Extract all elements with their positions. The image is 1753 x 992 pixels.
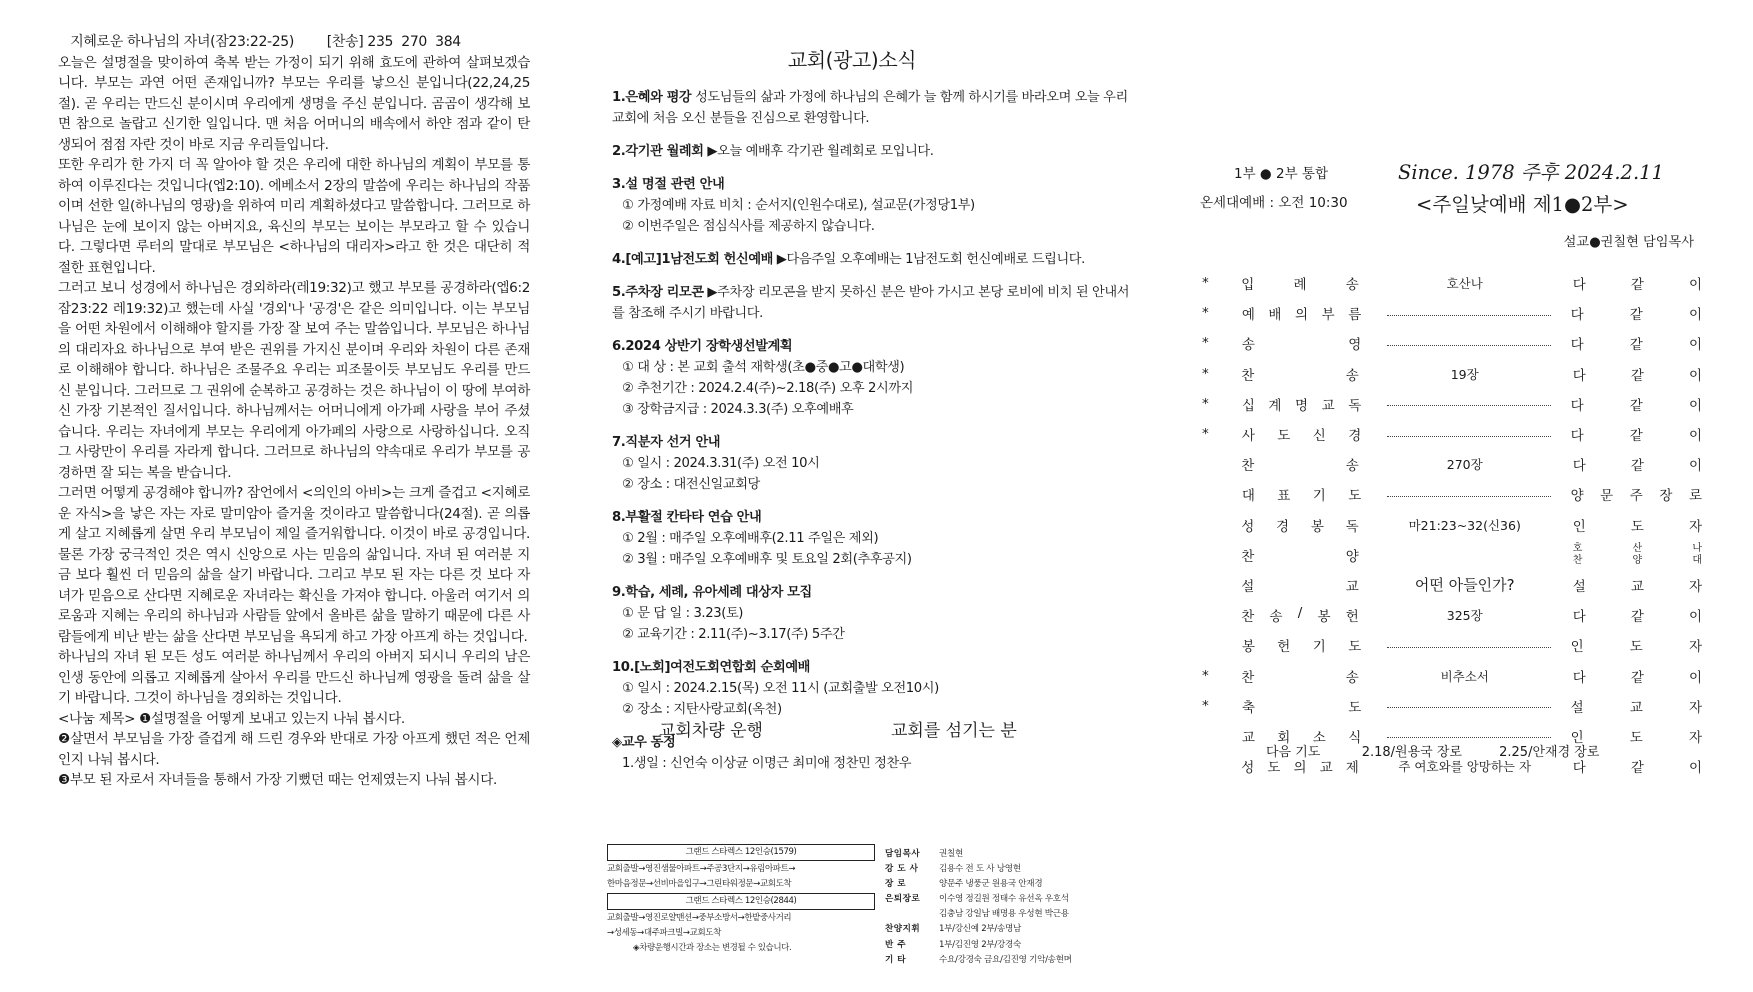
standing-mark: * xyxy=(1202,667,1209,684)
order-row xyxy=(1202,449,1702,479)
server-role: 강 도 사 xyxy=(885,864,919,875)
leader-char: 자 xyxy=(1688,729,1702,746)
vehicles-title: 교회차량 운행 xyxy=(659,721,763,741)
order-item-name-char: 도 xyxy=(1348,699,1362,716)
news-subitem: ③ 장학금지급 : 2024.3.3(주) 오후예배후 xyxy=(622,402,854,417)
server-row xyxy=(885,907,1145,922)
news-heading: 8.부활절 칸타타 연습 안내 xyxy=(612,510,762,525)
order-item-content: 270장 xyxy=(1446,457,1483,473)
leader-char: 자 xyxy=(1688,578,1702,595)
leader-char: 호 xyxy=(1572,542,1583,554)
news-item xyxy=(612,249,1132,270)
server-row xyxy=(885,938,1145,953)
news-item xyxy=(612,507,1132,570)
news-subitem: ① 일시 : 2024.3.31(주) 오전 10시 xyxy=(622,456,820,471)
news-heading: 10.[노회]여전도회연합회 순회예배 xyxy=(612,660,811,675)
news-item xyxy=(612,582,1132,645)
dotted-leader xyxy=(1387,496,1550,497)
leader-char: 다 xyxy=(1572,609,1586,626)
leader-char: 이 xyxy=(1688,367,1702,384)
order-row xyxy=(1202,268,1702,298)
order-item-name-char: 교 xyxy=(1241,729,1255,746)
order-item-leader xyxy=(1571,303,1702,323)
order-item-name-char: 도 xyxy=(1277,428,1291,445)
news-text: ▶다음주일 오후예배는 1남전도회 헌신예배로 드립니다. xyxy=(773,252,1085,267)
vehicle-route: 교회출발→영진샘물아파트→주공3단지→유림아파트→ xyxy=(607,864,796,874)
leader-char: 자 xyxy=(1688,639,1702,656)
leader-char: 이 xyxy=(1688,760,1702,777)
order-item-content: 어떤 아들인가? xyxy=(1414,576,1515,595)
order-item-name-char: 표 xyxy=(1277,488,1291,505)
order-item-name-char: 헌 xyxy=(1345,609,1359,626)
leader-char: 다 xyxy=(1572,669,1586,686)
order-item-name-char: 송 xyxy=(1269,609,1283,626)
order-item-name-char: 송 xyxy=(1345,458,1359,475)
order-item-name-char: 헌 xyxy=(1277,639,1291,656)
standing-mark: * xyxy=(1202,335,1209,352)
order-item-name-char: 송 xyxy=(1345,277,1359,294)
order-item-name-char: 축 xyxy=(1241,699,1255,716)
order-item-name-char: 신 xyxy=(1312,428,1326,445)
leader-char: 다 xyxy=(1570,307,1584,324)
news-heading: 5.주차장 리모콘 xyxy=(612,285,704,300)
order-item-name-char: 소 xyxy=(1312,729,1326,746)
order-item-name-char: 의 xyxy=(1295,307,1309,324)
order-item-leader xyxy=(1571,635,1702,655)
order-item-name-char: 부 xyxy=(1321,307,1335,324)
dotted-leader xyxy=(1387,315,1550,316)
leader-char: 자 xyxy=(1688,518,1702,535)
news-line xyxy=(612,249,1132,270)
leader-char: 다 xyxy=(1570,337,1584,354)
news-line xyxy=(612,582,1132,603)
server-row xyxy=(885,922,1145,937)
order-item-leader xyxy=(1573,605,1702,625)
news-column xyxy=(612,44,1132,786)
standing-mark: * xyxy=(1202,426,1209,443)
leader-char: 찬 xyxy=(1572,554,1583,566)
order-item-name-char: 십 xyxy=(1241,397,1255,414)
order-item-name-char: 기 xyxy=(1312,488,1326,505)
order-item-name xyxy=(1241,454,1359,474)
leader-char: 교 xyxy=(1630,578,1644,595)
order-item-name-char: 름 xyxy=(1348,307,1362,324)
order-item-name-char: 사 xyxy=(1241,428,1255,445)
vehicle-route: →성세동→대주파크빌→교회도착 xyxy=(607,928,721,938)
leader-char: 도 xyxy=(1629,639,1643,656)
leader-char: 문 xyxy=(1600,488,1614,505)
order-item-name-char: 식 xyxy=(1348,729,1362,746)
preacher: 설교●권칠현 담임목사 xyxy=(1563,235,1694,250)
order-item-content: 325장 xyxy=(1446,608,1483,624)
order-item-content: 비추소서 xyxy=(1440,668,1489,684)
news-item xyxy=(612,174,1132,237)
order-item-name-char: 도 xyxy=(1267,760,1281,777)
order-item-name-char: 찬 xyxy=(1241,548,1255,565)
servers-box xyxy=(885,847,1145,968)
news-item xyxy=(612,657,1132,720)
news-list xyxy=(612,87,1132,774)
leader-char: 로 xyxy=(1688,488,1702,505)
order-item-name-char: 도 xyxy=(1348,488,1362,505)
order-item-leader xyxy=(1573,515,1702,535)
news-heading: 7.직분자 선거 안내 xyxy=(612,435,721,450)
vehicle-name: 그랜드 스타렉스 12인승(2844) xyxy=(607,893,875,910)
dotted-leader xyxy=(1387,405,1550,406)
order-item-name-char: 교 xyxy=(1321,397,1335,414)
order-item-name-char: 배 xyxy=(1268,307,1282,324)
order-item-name-char: 송 xyxy=(1345,669,1359,686)
news-line xyxy=(612,87,1132,129)
order-item-leader xyxy=(1571,484,1702,504)
leader-char: 나 xyxy=(1692,542,1702,554)
order-item-name-char: 송 xyxy=(1345,367,1359,384)
news-item xyxy=(612,432,1132,495)
leader-char: 같 xyxy=(1630,277,1644,294)
leader-char: 이 xyxy=(1688,458,1702,475)
news-subitem: ② 교육기간 : 2.11(주)~3.17(주) 5주간 xyxy=(622,627,845,642)
news-subitem: ① 일시 : 2024.2.15(목) 오전 11시 (교회출발 오전10시) xyxy=(622,681,939,696)
leader-char: 같 xyxy=(1629,337,1643,354)
order-item-name xyxy=(1242,696,1361,716)
leader-char: 같 xyxy=(1630,669,1644,686)
dotted-leader xyxy=(1387,436,1550,437)
news-heading: 9.학습, 세례, 유아세례 대상자 모집 xyxy=(612,585,812,600)
order-item-name-char: 봉 xyxy=(1310,518,1324,535)
order-item-name-char: 경 xyxy=(1276,518,1290,535)
news-line xyxy=(612,336,1132,357)
order-item-content: 호산나 xyxy=(1446,276,1483,292)
bulletin-header xyxy=(1398,157,1698,221)
order-item-name xyxy=(1241,666,1359,686)
leader-char: 인 xyxy=(1570,729,1584,746)
news-subitem: ① 2월 : 매주일 오후예배후(2.11 주일은 제외) xyxy=(622,531,879,546)
order-item-name xyxy=(1242,635,1361,655)
leader-char: 이 xyxy=(1688,428,1702,445)
news-item xyxy=(612,282,1132,324)
server-role: 반 주 xyxy=(885,939,907,950)
dotted-leader xyxy=(1387,345,1550,346)
server-names: 1부/김진영 2부/강경숙 xyxy=(939,939,1021,950)
standing-mark: * xyxy=(1202,275,1209,292)
order-item-name xyxy=(1242,303,1361,323)
order-row xyxy=(1202,510,1702,540)
server-role xyxy=(885,907,939,922)
news-subitem: ② 장소 : 지탄사랑교회(옥천) xyxy=(622,702,782,717)
order-item-name xyxy=(1242,484,1361,504)
next-prayer: 다음 기도 2.18/원용국 장로 2.25/안재경 장로 xyxy=(1266,745,1600,760)
worship-name: <주일낮예배 제1●2부> xyxy=(1416,193,1629,216)
order-item-name-char: 찬 xyxy=(1241,669,1255,686)
order-row xyxy=(1202,570,1702,600)
vehicles-box xyxy=(607,843,875,956)
order-row xyxy=(1202,479,1702,509)
server-row xyxy=(885,953,1145,968)
order-item-name-char: 계 xyxy=(1268,397,1282,414)
dotted-leader xyxy=(1387,737,1550,738)
order-item-name-char: 기 xyxy=(1312,639,1326,656)
news-heading: 4.[예고]1남전도회 헌신예배 xyxy=(612,252,773,267)
order-item-content: 마21:23~32(신36) xyxy=(1408,517,1521,533)
server-names: 이수영 정길원 정태수 유선옥 우호석 xyxy=(939,894,1069,905)
order-item-leader xyxy=(1573,364,1702,384)
order-row xyxy=(1202,419,1702,449)
order-item-name xyxy=(1242,394,1361,414)
news-subitem: ① 가정예배 자료 비치 : 순서지(인원수대로), 설교문(가정당1부) xyxy=(622,198,975,213)
order-item-name-char: 도 xyxy=(1348,639,1362,656)
vehicle-name: 그랜드 스타렉스 12인승(1579) xyxy=(607,844,875,861)
sermon-paragraph: 그러고 보니 성경에서 하나님은 경외하라(레19:32)고 했고 부모를 공경하라(엡6:2 잠23:22 레19:32)고 했는데 사실 '경외'나 '공경'은 같은 의미입니다. 이는 부모님을 어떤 차원에서 이해해야 할지를 가장 잘 보여 주는 말씀입니다. 부모님은 하나님의 대리자요 하나님으로 부여 받은 권위를 가지신 분이며 우리와 차원이 다른 존재로 이해해야 합니다. 하나님은 조물주요 우리는 피조물이듯 부모님도 우리를 만드신 분입니다. 그러므로 그 권위에 순복하고 공경하는 것은 하나님이 이 땅에 부여하신 가장 기본적인 질서입니다. 하나님께서는 어머니에게 아가페 사랑을 부어 주셨습니다. 우리는 자녀에게 부모는 우리에게 아가페의 사랑으로 사랑하십니다. 오직 그 사랑만이 우리를 자라게 합니다. 그러므로 하나님의 약속대로 우리가 부모를 공경하면 잘 되는 복을 받습니다. xyxy=(58,280,530,481)
standing-mark: * xyxy=(1202,365,1209,382)
leader-char: 이 xyxy=(1688,337,1702,354)
sermon-paragraph: 오늘은 설명절을 맞이하여 축복 받는 가정이 되기 위해 효도에 관하여 살펴보겠습니다. 부모는 과연 어떤 존재입니까? 부모는 우리를 낳으신 분입니다(22,24,25절). 곧 우리는 만드신 분이시며 우리에게 생명을 주신 분입니다. 곰곰이 생각해 보면 참으로 놀랍고 신기한 일입니다. 맨 처음 어머니의 배속에서 하얀 점과 같이 탄생되어 점점 자란 것이 바로 지금 우리들입니다. xyxy=(58,54,530,153)
order-item-leader xyxy=(1571,424,1702,444)
service-type: 1부 ● 2부 통합 xyxy=(1234,166,1328,182)
order-item-leader xyxy=(1573,543,1702,567)
news-heading: 6.2024 상반기 장학생선발계획 xyxy=(612,339,793,354)
online-service: 온세대예배 : 오전 10:30 xyxy=(1200,195,1348,211)
server-row xyxy=(885,847,1145,862)
order-row xyxy=(1202,389,1702,419)
leader-char: 다 xyxy=(1570,428,1584,445)
leader-char: 다 xyxy=(1572,367,1586,384)
leader-char: 같 xyxy=(1629,428,1643,445)
leader-char: 같 xyxy=(1630,367,1644,384)
news-subitem: 1.생일 : 신언숙 이상균 이명근 최미애 정찬민 정찬우 xyxy=(622,756,912,771)
server-role: 기 타 xyxy=(885,954,907,965)
order-row xyxy=(1202,691,1702,721)
order-item-name-char: 명 xyxy=(1295,397,1309,414)
news-subitem: ② 3월 : 매주일 오후예배후 및 토요일 2회(추후공지) xyxy=(622,552,912,567)
order-item-content: 19장 xyxy=(1450,366,1479,382)
leader-char: 주 xyxy=(1629,488,1643,505)
server-role: 장 로 xyxy=(885,879,907,890)
news-heading: 3.설 명절 관련 안내 xyxy=(612,177,725,192)
server-names: 김용수 전 도 사 낭영현 xyxy=(939,864,1021,875)
order-item-leader xyxy=(1573,273,1702,293)
server-names: 권칠현 xyxy=(939,849,964,859)
server-names: 양문주 냉풍군 원용국 안재경 xyxy=(939,879,1043,890)
order-row xyxy=(1202,630,1702,660)
order-item-name-char: 봉 xyxy=(1317,609,1331,626)
order-item-name-char: 제 xyxy=(1345,760,1359,777)
order-item-name-char: 성 xyxy=(1241,518,1255,535)
order-item-name-char: 의 xyxy=(1293,760,1307,777)
order-item-name-char: 찬 xyxy=(1241,367,1255,384)
leader-char: 같 xyxy=(1630,760,1644,777)
server-names: 수요/강경숙 금요/김진영 기악/송현며 xyxy=(939,954,1072,965)
leader-char: 도 xyxy=(1629,729,1643,746)
order-item-name-char: 독 xyxy=(1345,518,1359,535)
order-row xyxy=(1202,298,1702,328)
sharing-question: ❷살면서 부모님을 가장 즐겁게 해 드린 경우와 반대로 가장 아프게 했던 적은 언제인지 나눠 봅시다. xyxy=(58,731,530,768)
news-text: 성도님들의 삶과 가정에 하나님의 은혜가 늘 함께 하시기를 바라오며 오늘 우리교회에 처음 오신 분들을 진심으로 환영합니다. xyxy=(612,90,1128,126)
leader-line xyxy=(1573,555,1702,567)
server-row xyxy=(885,862,1145,877)
standing-mark: * xyxy=(1202,697,1209,714)
sharing-question: ❸부모 된 자로서 자녀들을 통해서 가장 기뻤던 때는 언제였는지 나눠 봅시다. xyxy=(58,772,497,788)
order-item-name-char: 독 xyxy=(1348,397,1362,414)
dotted-leader xyxy=(1387,707,1550,708)
order-item-name-char: 례 xyxy=(1293,277,1307,294)
leader-char: 양 xyxy=(1570,488,1584,505)
leader-char: 이 xyxy=(1688,307,1702,324)
order-item-name-char: 회 xyxy=(1277,729,1291,746)
order-row xyxy=(1202,660,1702,690)
server-role: 담임목사 xyxy=(885,849,921,859)
service-info xyxy=(1200,160,1348,218)
order-item-name-char: / xyxy=(1297,605,1303,622)
vehicle-route: 한마음정문→선비마을입구→그린타워정문→교회도착 xyxy=(607,879,792,889)
leader-char: 같 xyxy=(1629,307,1643,324)
order-item-content: 주 여호와를 앙망하는 자 xyxy=(1398,759,1532,775)
leader-char: 이 xyxy=(1688,277,1702,294)
order-row xyxy=(1202,540,1702,570)
news-title: 교회(광고)소식 xyxy=(787,48,917,72)
leader-char: 다 xyxy=(1572,458,1586,475)
order-item-name-char: 양 xyxy=(1345,548,1359,565)
leader-char: 이 xyxy=(1688,609,1702,626)
news-subitem: ① 대 상 : 본 교회 출석 재학생(초●중●고●대학생) xyxy=(622,360,905,375)
order-item-name-char: 설 xyxy=(1241,578,1255,595)
standing-mark: * xyxy=(1202,395,1209,412)
order-item-name xyxy=(1242,424,1361,444)
news-item xyxy=(612,141,1132,162)
order-row xyxy=(1202,328,1702,358)
leader-char: 인 xyxy=(1570,639,1584,656)
servers-title: 교회를 섬기는 분 xyxy=(891,721,1017,741)
order-item-name-char: 봉 xyxy=(1241,639,1255,656)
news-item xyxy=(612,336,1132,420)
news-subitem: ② 이번주일은 점심식사를 제공하지 않습니다. xyxy=(622,219,875,234)
order-item-name xyxy=(1241,545,1359,565)
news-line xyxy=(612,174,1132,195)
vehicle-route: 교회출발→영진로얄맨션→중부소방서→한밭중사거리 xyxy=(607,913,792,923)
server-names: 김충남 강일남 배명용 우성현 박근용 xyxy=(939,909,1069,920)
order-item-leader xyxy=(1573,454,1702,474)
order-item-name xyxy=(1241,364,1359,384)
leader-char: 자 xyxy=(1688,699,1702,716)
news-subitem: ② 장소 : 대전신일교회당 xyxy=(622,477,760,492)
order-item-name-char: 교 xyxy=(1319,760,1333,777)
news-item xyxy=(612,87,1132,129)
order-item-name xyxy=(1241,273,1359,293)
leader-char: 교 xyxy=(1629,699,1643,716)
server-names: 1부/강신예 2부/송명남 xyxy=(939,924,1021,935)
order-item-leader xyxy=(1571,333,1702,353)
server-row xyxy=(885,892,1145,907)
order-item-name-char: 영 xyxy=(1348,337,1362,354)
order-of-worship xyxy=(1202,268,1702,781)
leader-char: 이 xyxy=(1688,397,1702,414)
leader-char: 다 xyxy=(1570,397,1584,414)
vehicle-route: ◈차량운행시간과 장소는 변경될 수 있습니다. xyxy=(633,943,792,953)
order-item-name-char: 대 xyxy=(1241,488,1255,505)
server-role: 은퇴장로 xyxy=(885,894,921,905)
order-item-leader xyxy=(1571,696,1702,716)
news-line xyxy=(612,282,1132,324)
order-item-name-char: 예 xyxy=(1241,307,1255,324)
leader-char: 산 xyxy=(1632,542,1643,554)
leader-char: 같 xyxy=(1630,609,1644,626)
news-heading: 2.각기관 월례회 xyxy=(612,144,704,159)
news-heading: 1.은혜와 평강 xyxy=(612,90,692,105)
order-item-leader xyxy=(1571,394,1702,414)
sermon-paragraph: 또한 우리가 한 가지 더 꼭 알아야 할 것은 우리에 대한 하나님의 계획이 부모를 통하여 이루진다는 것입니다(엡2:10). 에베소서 2장의 말씀에 우리는 하나님의 작품이며 선한 일(하나님의 영광)을 위하여 미리 계획하셨다고 말씀합니다. 그러므로 하나님은 눈에 보이지 않는 아버지요, 육신의 부모는 보이는 부모라고 할 수 있습니다. 그렇다면 루터의 말대로 부모님은 <하나님의 대리자>라고 한 것은 대단히 적절한 표현입니다. xyxy=(58,157,530,276)
order-item-name xyxy=(1241,575,1359,595)
leader-char: 장 xyxy=(1659,488,1673,505)
news-subitem: ② 추천기간 : 2024.2.4(주)~2.18(주) 오후 2시까지 xyxy=(622,381,914,396)
leader-line xyxy=(1573,543,1702,555)
standing-mark: * xyxy=(1202,305,1209,322)
news-text: ▶오늘 예배후 각기관 월례회로 모입니다. xyxy=(703,144,934,159)
order-row xyxy=(1202,359,1702,389)
sermon-paragraph: 하나님의 자녀 된 모든 성도 여러분 하나님께서 우리의 아버지 되시니 우리의 남은 인생 동안에 의롭고 지혜롭게 살아서 우리를 만드신 하나님께 영광을 돌려 삶을 살기 바랍니다. 그것이 하나님을 경외하는 것입니다. xyxy=(58,649,530,706)
order-item-name xyxy=(1241,605,1359,625)
order-item-name-char: 교 xyxy=(1345,578,1359,595)
since-date: Since. 1978 주후 2024.2.11 xyxy=(1398,161,1664,184)
order-item-name-char: 경 xyxy=(1348,428,1362,445)
dotted-leader xyxy=(1387,647,1550,648)
sermon-column xyxy=(58,32,530,791)
server-row xyxy=(885,877,1145,892)
sharing-question: <나눔 제목> ❶설명절을 어떻게 보내고 있는지 나눠 봅시다. xyxy=(58,710,405,727)
sermon-title: 지혜로운 하나님의 자녀(잠23:22-25) [찬송] 235 270 384 xyxy=(62,34,461,50)
news-line xyxy=(612,507,1132,528)
order-item-name-char: 찬 xyxy=(1241,458,1255,475)
leader-char: 대 xyxy=(1692,554,1702,566)
leader-char: 설 xyxy=(1572,578,1586,595)
leader-char: 같 xyxy=(1630,458,1644,475)
leader-char: 같 xyxy=(1629,397,1643,414)
order-item-name xyxy=(1242,333,1361,353)
order-item-leader xyxy=(1573,666,1702,686)
leader-char: 이 xyxy=(1688,669,1702,686)
order-item-name-char: 입 xyxy=(1241,277,1255,294)
order-item-name-char: 송 xyxy=(1241,337,1255,354)
order-item-name xyxy=(1241,515,1359,535)
news-line xyxy=(612,432,1132,453)
order-row xyxy=(1202,600,1702,630)
news-line xyxy=(612,657,1132,678)
order-item-leader xyxy=(1573,575,1702,595)
news-line xyxy=(612,141,1132,162)
news-text: ▶주차장 리모콘을 받지 못하신 분은 받아 가시고 본당 로비에 비치 된 안내서를 참조해 주시기 바랍니다. xyxy=(612,285,1130,321)
leader-char: 설 xyxy=(1570,699,1584,716)
sermon-paragraph: 그러면 어떻게 공경해야 합니까? 잠언에서 <의인의 아비>는 크게 즐겁고 <지혜로운 자식>을 낳은 자는 자로 말미암아 즐거울 것이라고 말씀합니다(24절). 곧 의롭게 살고 지혜롭게 살면 우리 부모님이 제일 즐거워합니다. 이것이 바로 공경입니다. 물론 가장 궁극적인 것은 역시 신앙으로 사는 믿음의 삶입니다. 자녀 된 여러분 지금 보다 훨씬 더 믿음의 삶을 살기 바랍니다. 그리고 부모 된 자는 다른 것 보다 자녀가 믿음으로 산다면 지혜로운 자녀라는 확신을 가져야 합니다. 아울러 여기서 의로움과 지혜는 우리의 하나님과 사람들 앞에서 올바른 삶을 말하기 때문에 다른 사람들에게 비난 받는 삶을 산다면 부모님을 욕되게 하고 가장 아프게 하는 것입니다. xyxy=(58,485,530,645)
leader-char: 다 xyxy=(1572,277,1586,294)
order-item-name-char: 성 xyxy=(1241,760,1255,777)
leader-char: 도 xyxy=(1630,518,1644,535)
server-role: 찬양지휘 xyxy=(885,924,921,935)
leader-char: 양 xyxy=(1632,554,1643,566)
leader-char: 다 xyxy=(1572,760,1586,777)
news-heading: ◈교우 동정 xyxy=(612,735,676,750)
order-item-name-char: 찬 xyxy=(1241,609,1255,626)
leader-char: 인 xyxy=(1572,518,1586,535)
news-subitem: ① 문 답 일 : 3.23(토) xyxy=(622,606,744,621)
